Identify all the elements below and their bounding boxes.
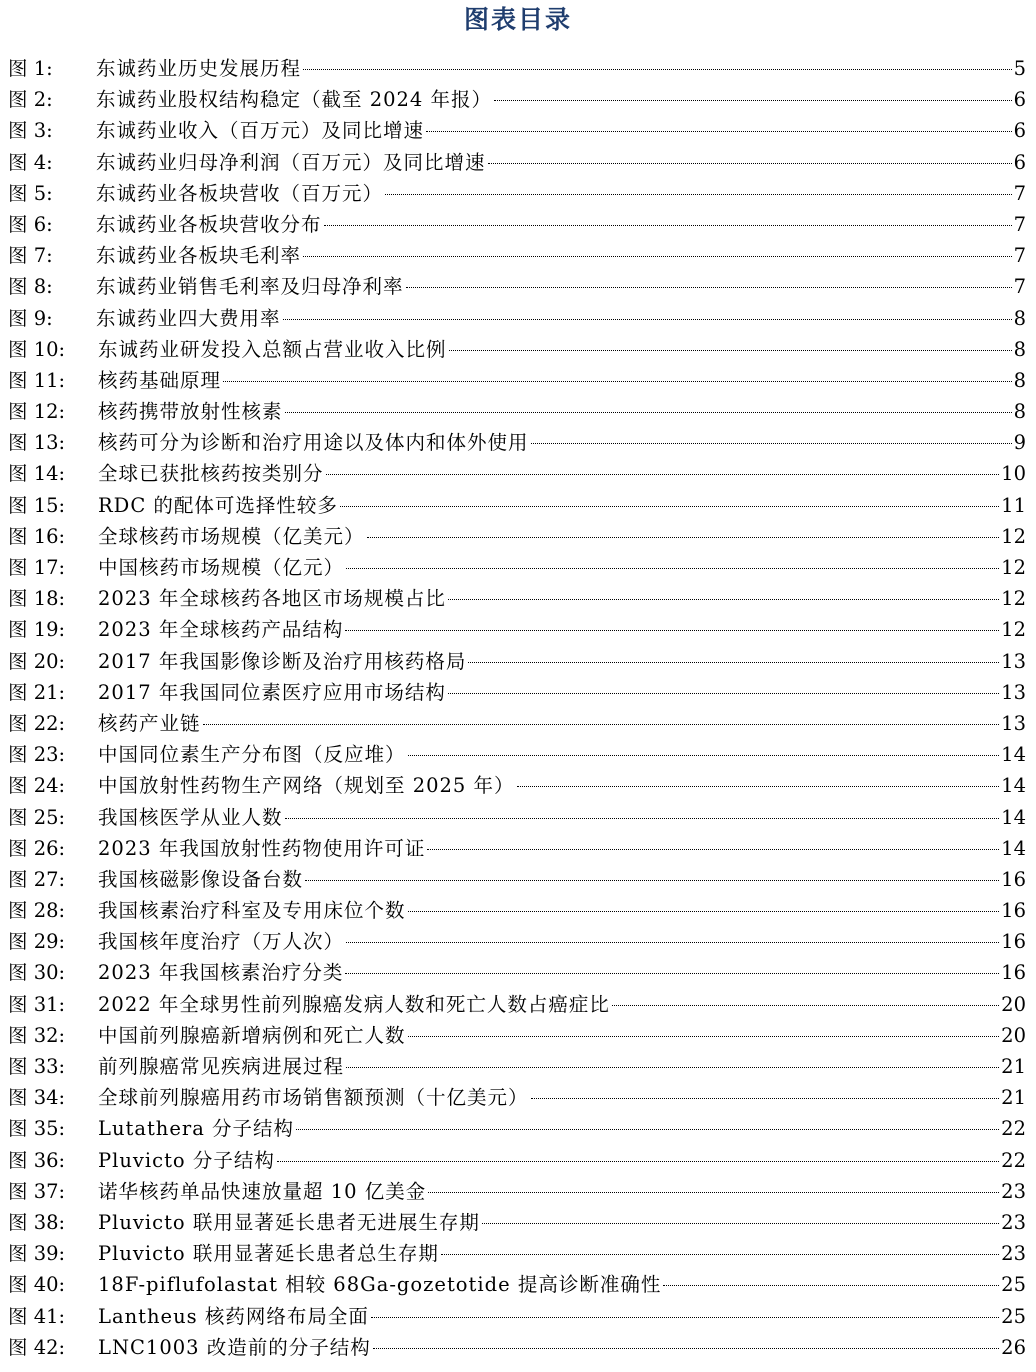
- toc-entry[interactable]: [8, 178, 1026, 209]
- toc-entry[interactable]: [8, 458, 1026, 489]
- figure-title: 核药产业链: [98, 711, 201, 735]
- figure-label: 图 29:: [8, 930, 66, 954]
- page-number: 26: [1001, 1335, 1026, 1359]
- figure-title: 我国核年度治疗（万人次）: [98, 930, 345, 954]
- page-number: 20: [1001, 1023, 1026, 1047]
- figure-title: Lutathera 分子结构: [98, 1117, 295, 1141]
- figure-label: 图 12:: [8, 400, 66, 424]
- figure-title: 东诚药业各板块营收分布: [96, 212, 322, 236]
- dot-leader: [468, 662, 999, 663]
- page-number: 14: [1001, 805, 1026, 829]
- page-number: 16: [1001, 867, 1026, 891]
- figure-title: 东诚药业历史发展历程: [96, 57, 302, 80]
- figure-title: 中国放射性药物生产网络（规划至 2025 年）: [98, 774, 515, 798]
- figure-title: 2023 年我国放射性药物使用许可证: [98, 836, 426, 860]
- dot-leader: [367, 537, 1000, 538]
- page-number: 20: [1001, 992, 1026, 1016]
- dot-leader: [326, 474, 1000, 475]
- figure-label: 图 41:: [8, 1304, 66, 1328]
- page-number: 14: [1001, 774, 1026, 798]
- figure-label: 图 7:: [8, 244, 53, 268]
- figure-label: 图 9:: [8, 306, 53, 330]
- figure-label: 图 15:: [8, 493, 66, 517]
- toc-entry[interactable]: [8, 989, 1026, 1020]
- dot-leader: [426, 131, 1012, 132]
- figure-title: 2022 年全球男性前列腺癌发病人数和死亡人数占癌症比: [98, 992, 610, 1016]
- figure-label: 图 20:: [8, 649, 66, 673]
- page-number: 12: [1001, 556, 1026, 579]
- page-number: 16: [1001, 961, 1026, 985]
- toc-entry[interactable]: [8, 490, 1026, 521]
- figure-label: 图 35:: [8, 1117, 66, 1141]
- toc-entry[interactable]: [8, 271, 1026, 302]
- toc-entry[interactable]: [8, 739, 1026, 770]
- dot-leader: [428, 1192, 999, 1193]
- figure-label: 图 23:: [8, 743, 66, 767]
- toc-entry[interactable]: [8, 646, 1026, 677]
- figure-label: 图 25:: [8, 805, 66, 829]
- figure-label: 图 26:: [8, 836, 66, 860]
- page-number: 10: [1001, 462, 1026, 486]
- dot-leader: [385, 194, 1012, 195]
- dot-leader: [340, 506, 999, 507]
- figure-title: 18F-piflufolastat 相较 68Ga-gozetotide 提高诊断准确性: [98, 1273, 662, 1297]
- toc-entry[interactable]: [8, 427, 1026, 458]
- dot-leader: [324, 225, 1012, 226]
- figure-title: 核药携带放射性核素: [98, 400, 283, 424]
- figure-title: 东诚药业四大费用率: [96, 306, 281, 330]
- dot-leader: [488, 163, 1012, 164]
- figure-label: 图 28:: [8, 899, 66, 923]
- page-number: 7: [1013, 181, 1026, 205]
- dot-leader: [296, 1129, 999, 1130]
- figure-title: 我国核医学从业人数: [98, 805, 283, 829]
- figure-title: 中国同位素生产分布图（反应堆）: [98, 743, 406, 767]
- figure-title: 2023 年我国核素治疗分类: [98, 961, 344, 985]
- page-number: 12: [1001, 524, 1026, 548]
- toc-entry[interactable]: [8, 926, 1026, 957]
- page-title: 图表目录: [463, 5, 572, 34]
- figure-label: 图 34:: [8, 1086, 66, 1110]
- toc-entry[interactable]: [8, 53, 1026, 84]
- toc-entry[interactable]: [8, 1238, 1026, 1269]
- figure-title: LNC1003 改造前的分子结构: [98, 1335, 371, 1359]
- dot-leader: [517, 786, 1000, 787]
- dot-leader: [305, 880, 999, 881]
- figure-label: 图 13:: [8, 431, 66, 455]
- figure-label: 图 1:: [8, 57, 53, 80]
- dot-leader: [223, 381, 1012, 382]
- figure-label: 图 8:: [8, 275, 53, 299]
- dot-leader: [346, 1067, 999, 1068]
- figure-label: 图 24:: [8, 774, 66, 798]
- figure-title: 中国核药市场规模（亿元）: [98, 556, 345, 579]
- page-number: 12: [1001, 618, 1026, 642]
- dot-leader: [406, 287, 1012, 288]
- toc-entry[interactable]: [8, 677, 1026, 708]
- toc-entry[interactable]: [8, 614, 1026, 645]
- toc-entry[interactable]: [8, 1176, 1026, 1207]
- figure-title: 2017 年我国同位素医疗应用市场结构: [98, 680, 446, 704]
- figure-label: 图 37:: [8, 1179, 66, 1203]
- figure-label: 图 39:: [8, 1242, 66, 1266]
- toc-entry[interactable]: [8, 84, 1026, 115]
- dot-leader: [346, 942, 999, 943]
- figure-label: 图 14:: [8, 462, 66, 486]
- dot-leader: [283, 319, 1012, 320]
- page-number: 7: [1013, 275, 1026, 299]
- toc-entry[interactable]: [8, 209, 1026, 240]
- dot-leader: [303, 69, 1012, 70]
- page-number: 6: [1013, 150, 1026, 174]
- figure-title: 全球已获批核药按类别分: [98, 462, 324, 486]
- figure-title: 全球前列腺癌用药市场销售额预测（十亿美元）: [98, 1086, 529, 1110]
- dot-leader: [303, 256, 1012, 257]
- dot-leader: [494, 100, 1012, 101]
- page-number: 25: [1001, 1273, 1026, 1297]
- toc-entry[interactable]: [8, 833, 1026, 864]
- figure-label: 图 40:: [8, 1273, 66, 1297]
- figure-label: 图 3:: [8, 119, 53, 143]
- figure-title: Pluvicto 联用显著延长患者总生存期: [98, 1242, 439, 1266]
- page-number: 22: [1001, 1117, 1026, 1141]
- dot-leader: [371, 1317, 999, 1318]
- figure-label: 图 27:: [8, 867, 66, 891]
- dot-leader: [285, 412, 1012, 413]
- toc-entry[interactable]: [8, 303, 1026, 334]
- figure-label: 图 36:: [8, 1148, 66, 1172]
- dot-leader: [448, 599, 999, 600]
- page-number: 9: [1013, 431, 1026, 455]
- figure-title: 东诚药业研发投入总额占营业收入比例: [98, 337, 447, 361]
- page-number: 16: [1001, 930, 1026, 954]
- toc-entry[interactable]: [8, 770, 1026, 801]
- page-number: 21: [1001, 1055, 1026, 1078]
- figure-title: 东诚药业股权结构稳定（截至 2024 年报）: [96, 88, 493, 112]
- figure-title: Pluvicto 联用显著延长患者无进展生存期: [98, 1210, 480, 1234]
- toc-entry[interactable]: [8, 583, 1026, 614]
- page-number: 12: [1001, 587, 1026, 611]
- figure-label: 图 21:: [8, 680, 66, 704]
- figure-label: 图 4:: [8, 150, 53, 174]
- dot-leader: [285, 818, 1000, 819]
- page-number: 13: [1001, 680, 1026, 704]
- page-number: 25: [1001, 1304, 1026, 1328]
- page-number: 6: [1013, 88, 1026, 112]
- figure-title: 前列腺癌常见疾病进展过程: [98, 1055, 345, 1078]
- toc-entry[interactable]: [8, 396, 1026, 427]
- figure-label: 图 17:: [8, 556, 66, 579]
- figure-label: 图 33:: [8, 1055, 66, 1078]
- page-number: 13: [1001, 711, 1026, 735]
- toc-entry[interactable]: [8, 1207, 1026, 1238]
- figure-label: 图 30:: [8, 961, 66, 985]
- page-number: 13: [1001, 649, 1026, 673]
- dot-leader: [345, 973, 999, 974]
- toc-entry[interactable]: [8, 334, 1026, 365]
- toc-entry[interactable]: [8, 552, 1026, 583]
- figure-label: 图 18:: [8, 587, 66, 611]
- figure-label: 图 5:: [8, 181, 53, 205]
- figure-label: 图 10:: [8, 337, 66, 361]
- page-number: 14: [1001, 836, 1026, 860]
- figure-label: 图 31:: [8, 992, 66, 1016]
- toc-entry[interactable]: [8, 1113, 1026, 1144]
- page-number: 8: [1013, 306, 1026, 330]
- figure-title: 我国核素治疗科室及专用床位个数: [98, 899, 406, 923]
- figure-title: 诺华核药单品快速放量超 10 亿美金: [98, 1179, 427, 1203]
- toc-entry[interactable]: [8, 1301, 1026, 1332]
- toc-entry[interactable]: [8, 365, 1026, 396]
- page-number: 23: [1001, 1210, 1026, 1234]
- page-number: 23: [1001, 1242, 1026, 1266]
- figure-title: Lantheus 核药网络布局全面: [98, 1304, 369, 1328]
- dot-leader: [427, 849, 999, 850]
- page-number: 23: [1001, 1179, 1026, 1203]
- toc-entry[interactable]: [8, 1145, 1026, 1176]
- toc-entry[interactable]: [8, 1051, 1026, 1082]
- figure-title: 2023 年全球核药产品结构: [98, 618, 344, 642]
- dot-leader: [449, 350, 1012, 351]
- dot-leader: [345, 630, 999, 631]
- page-number: 11: [1001, 493, 1026, 517]
- toc-entry[interactable]: [8, 521, 1026, 552]
- dot-leader: [408, 755, 1000, 756]
- page-number: 5: [1013, 57, 1026, 80]
- dot-leader: [408, 911, 1000, 912]
- page-number: 14: [1001, 743, 1026, 767]
- dot-leader: [203, 724, 1000, 725]
- page-number: 8: [1013, 337, 1026, 361]
- toc-entry[interactable]: [8, 147, 1026, 178]
- figure-label: 图 16:: [8, 524, 66, 548]
- figure-title: 东诚药业销售毛利率及归母净利率: [96, 275, 404, 299]
- figure-title: 核药可分为诊断和治疗用途以及体内和体外使用: [98, 431, 529, 455]
- dot-leader: [663, 1285, 999, 1286]
- toc-entry[interactable]: [8, 708, 1026, 739]
- page-number: 7: [1013, 212, 1026, 236]
- toc-entry[interactable]: [8, 240, 1026, 271]
- toc-entry[interactable]: [8, 115, 1026, 146]
- dot-leader: [346, 568, 999, 569]
- toc-entry[interactable]: [8, 1020, 1026, 1051]
- page-number: 8: [1013, 368, 1026, 392]
- figure-title: 我国核磁影像设备台数: [98, 867, 304, 891]
- figure-title: 核药基础原理: [98, 368, 222, 392]
- figure-title: RDC 的配体可选择性较多: [98, 493, 338, 517]
- toc-entry[interactable]: [8, 957, 1026, 988]
- figure-label: 图 6:: [8, 212, 53, 236]
- figure-label: 图 32:: [8, 1023, 66, 1047]
- figure-label: 图 11:: [8, 368, 66, 392]
- toc-entry[interactable]: [8, 1332, 1026, 1363]
- dot-leader: [482, 1223, 999, 1224]
- figure-title: 中国前列腺癌新增病例和死亡人数: [98, 1023, 406, 1047]
- toc-entry[interactable]: [8, 864, 1026, 895]
- figure-title: Pluvicto 分子结构: [98, 1148, 275, 1172]
- dot-leader: [612, 1005, 999, 1006]
- page-number: 16: [1001, 899, 1026, 923]
- figure-title: 东诚药业各板块营收（百万元）: [96, 181, 384, 205]
- figure-title: 东诚药业各板块毛利率: [96, 244, 302, 268]
- figure-label: 图 22:: [8, 711, 66, 735]
- figure-title: 2017 年我国影像诊断及治疗用核药格局: [98, 649, 467, 673]
- page-number: 8: [1013, 400, 1026, 424]
- figure-title: 东诚药业归母净利润（百万元）及同比增速: [96, 150, 486, 174]
- figure-title: 全球核药市场规模（亿美元）: [98, 524, 365, 548]
- toc-entry[interactable]: [8, 1269, 1026, 1300]
- toc-entry[interactable]: [8, 1082, 1026, 1113]
- dot-leader: [373, 1348, 999, 1349]
- dot-leader: [448, 693, 999, 694]
- page-number: 22: [1001, 1148, 1026, 1172]
- figure-toc-list: [8, 53, 1026, 1363]
- figure-label: 图 42:: [8, 1335, 66, 1359]
- page-number: 7: [1013, 244, 1026, 268]
- figure-title: 2023 年全球核药各地区市场规模占比: [98, 587, 446, 611]
- dot-leader: [277, 1161, 999, 1162]
- figure-label: 图 19:: [8, 618, 66, 642]
- figure-label: 图 2:: [8, 88, 53, 112]
- toc-entry[interactable]: [8, 895, 1026, 926]
- toc-entry[interactable]: [8, 802, 1026, 833]
- page-number: 21: [1001, 1086, 1026, 1110]
- figure-label: 图 38:: [8, 1210, 66, 1234]
- dot-leader: [408, 1036, 1000, 1037]
- dot-leader: [531, 443, 1012, 444]
- figure-title: 东诚药业收入（百万元）及同比增速: [96, 119, 425, 143]
- dot-leader: [441, 1254, 999, 1255]
- dot-leader: [531, 1098, 1000, 1099]
- page-number: 6: [1013, 119, 1026, 143]
